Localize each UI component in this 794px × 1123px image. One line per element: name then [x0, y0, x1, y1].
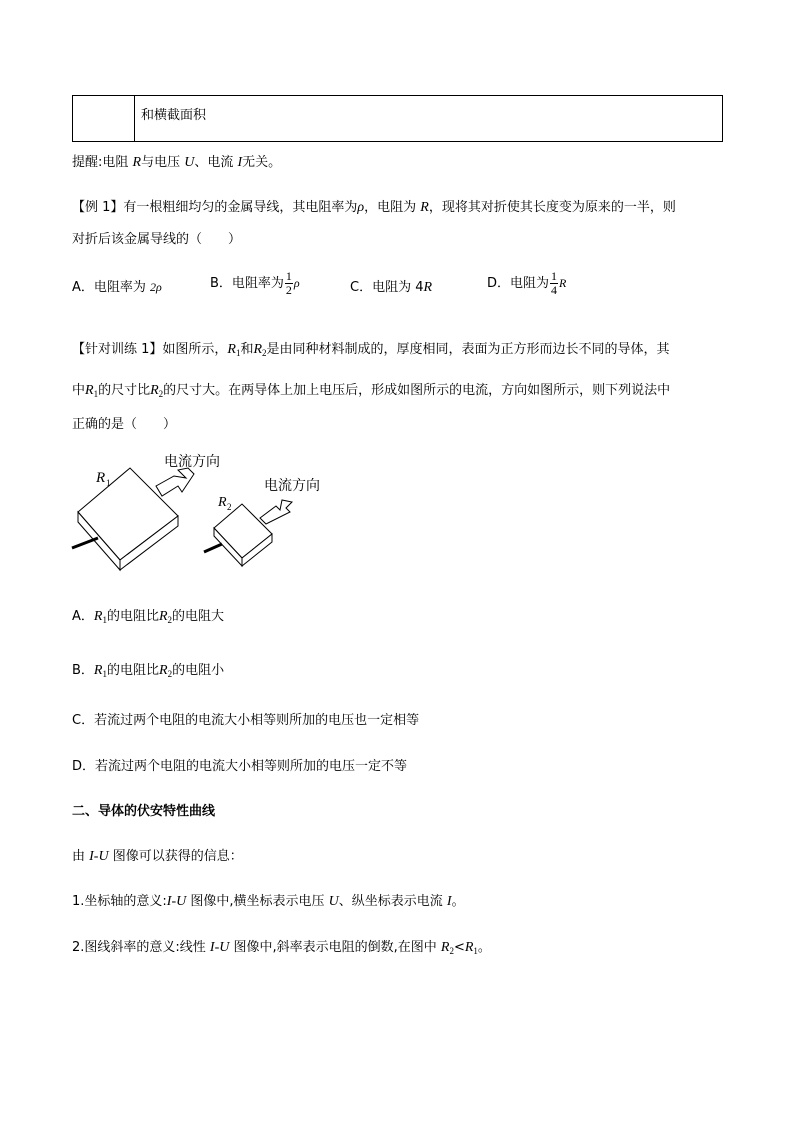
example1-question-line1: 【例 1】有一根粗细均匀的金属导线，其电阻率为ρ，电阻为 R，现将其对折使其长度变为原来的一半，则 [72, 200, 676, 215]
r2-current-label: 电流方向 [264, 479, 320, 494]
r1-current-label: 电流方向 [164, 455, 220, 470]
drill1-option-d[interactable]: D．若流过两个电阻的电流大小相等则所加的电压一定不等 [72, 759, 408, 774]
example1-option-b[interactable]: B．电阻率为 $\frac{1}{2}$ ρ [210, 269, 300, 297]
section2-point2: 2.图线斜率的意义:线性 I-U 图像中,斜率表示电阻的倒数,在图中 $R_2<R_1$。 [72, 940, 491, 956]
fraction-one-half: $\frac{1}{2}$ [285, 269, 292, 297]
drill1-option-a[interactable]: A．$R_1$的电阻比$R_2$的电阻大 [72, 609, 225, 625]
r2-label-sub: 2 [227, 502, 232, 512]
section2-intro: 由 I-U 图像可以获得的信息： [72, 849, 243, 864]
r2-lead-wire [204, 544, 222, 552]
table-cell-left [73, 96, 135, 142]
drill1-option-b[interactable]: B．$R_1$的电阻比$R_2$的电阻小 [72, 663, 225, 679]
drill1-option-c[interactable]: C．若流过两个电阻的电流大小相等则所加的电压也一定相等 [72, 713, 420, 728]
r2-current-arrow [260, 500, 292, 524]
section2-heading: 二、导体的伏安特性曲线 [72, 804, 216, 819]
drill1-question-line2: 中$R_1$的尺寸比$R_2$的尺寸大。在两导体上加上电压后，形成如图所示的电流，方向如图所示，则下列说法中 [72, 383, 671, 399]
r1-block [72, 468, 194, 570]
r1-label: R [96, 470, 106, 486]
table-cell-right: 和横截面积 [135, 96, 723, 142]
r1-lead-wire [72, 538, 98, 548]
example1-question-line2: 对折后该金属导线的（ ） [72, 232, 242, 247]
definition-table [72, 95, 723, 142]
example1-option-c[interactable]: C．电阻为 4R [350, 280, 433, 295]
drill1-question-line3: 正确的是（ ） [72, 417, 177, 432]
r1-label-sub: 1 [106, 478, 111, 488]
section2-point1: 1.坐标轴的意义:I-U 图像中,横坐标表示电压 U、纵坐标表示电流 I。 [72, 894, 465, 909]
hint-line: 提醒:电阻 R与电压 U、电流 I无关。 [72, 155, 282, 170]
fraction-one-quarter: $\frac{1}{4}$ [551, 269, 558, 297]
drill1-question-line1: 【针对训练 1】如图所示，$R_1$和$R_2$是由同种材料制成的，厚度相同，表面为正方形而边长不同的导体，其 [72, 342, 670, 358]
example1-option-d[interactable]: D．电阻为 $\frac{1}{4}$ R [487, 269, 567, 297]
conductors-figure [70, 448, 340, 578]
r1-current-arrow [156, 468, 194, 496]
example1-option-a[interactable]: A．电阻率为 2ρ [72, 280, 162, 295]
r2-label: R [218, 495, 227, 510]
